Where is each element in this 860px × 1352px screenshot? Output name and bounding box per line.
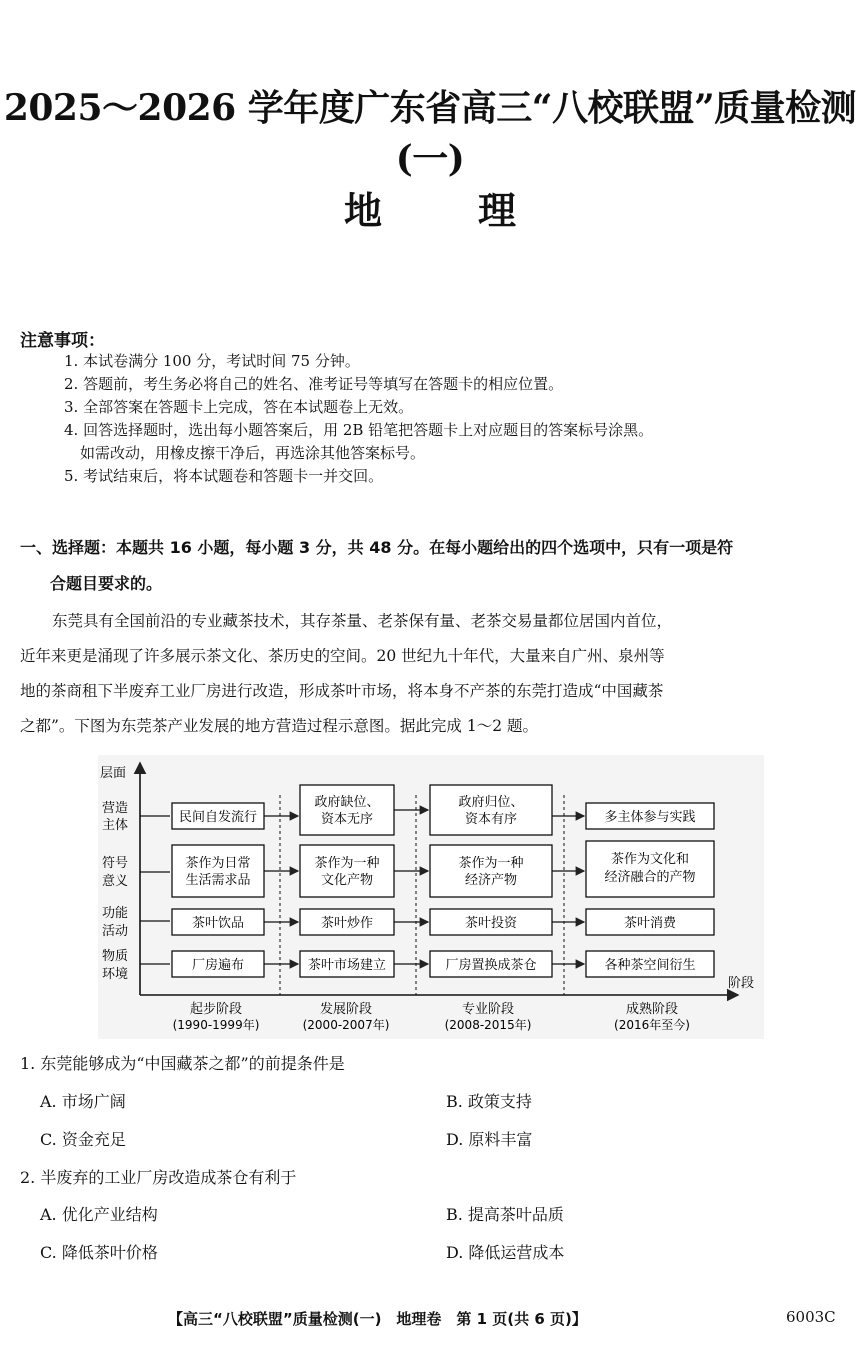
passage-line: 近年来更是涌现了许多展示茶文化、茶历史的空间。20 世纪九十年代，大量来自广州、泉州等: [20, 647, 665, 665]
row-label: 环境: [102, 967, 129, 982]
notice-heading: 注意事项：: [20, 331, 105, 351]
place-making-diagram: [98, 755, 764, 1039]
diagram-box: [430, 845, 552, 897]
stage-years: (2016年至今): [614, 1018, 690, 1032]
box-text: 茶叶饮品: [191, 916, 245, 931]
passage: [20, 604, 854, 744]
question-2-stem: 2. 半废弃的工业厂房改造成茶仓有利于: [20, 1168, 297, 1187]
notice-item: 1. 本试卷满分 100 分，考试时间 75 分钟。: [64, 352, 360, 370]
q1-option-c[interactable]: C. 资金充足: [40, 1130, 126, 1149]
box-text: 茶作为文化和: [610, 852, 690, 867]
row-label: 物质: [102, 949, 129, 964]
box-text: 厂房置换成茶仓: [445, 958, 537, 973]
box-text: 茶叶消费: [623, 916, 677, 931]
stage-years: (2008-2015年): [444, 1018, 532, 1032]
box-text: 文化产物: [320, 873, 374, 888]
notice-list: [64, 350, 854, 488]
stage-name: 起步阶段: [189, 1002, 243, 1017]
section-line: 合题目要求的。: [50, 574, 163, 593]
question-1-stem: 1. 东莞能够成为“中国藏茶之都”的前提条件是: [20, 1054, 345, 1073]
diagram-box: [172, 845, 264, 897]
stage-name: 成熟阶段: [625, 1002, 679, 1017]
diagram-box: [586, 841, 714, 897]
section-heading: [20, 530, 850, 602]
diagram-box: [300, 785, 394, 835]
notice-item: 5. 考试结束后，将本试题卷和答题卡一并交回。: [64, 467, 384, 485]
y-axis-label: 层面: [100, 766, 127, 781]
row-label: 功能: [102, 906, 129, 921]
stage-years: (1990-1999年): [172, 1018, 260, 1032]
diagram-box: [300, 845, 394, 897]
box-text: 各种茶空间衍生: [604, 958, 696, 973]
q1-option-d[interactable]: D. 原料丰富: [446, 1130, 533, 1149]
box-text: 资本有序: [464, 812, 518, 827]
subject-title: 地理: [343, 189, 612, 233]
box-text: 政府缺位、: [314, 795, 380, 810]
q1-option-b[interactable]: B. 政策支持: [446, 1092, 532, 1111]
stage-years: (2000-2007年): [302, 1018, 390, 1032]
stage-name: 发展阶段: [319, 1002, 373, 1017]
box-text: 多主体参与实践: [604, 810, 696, 825]
box-text: 茶作为日常: [185, 856, 251, 871]
box-text: 生活需求品: [185, 873, 251, 888]
box-text: 茶叶投资: [464, 916, 518, 931]
box-text: 经济融合的产物: [604, 870, 696, 885]
notice-item-continued: 如需改动，用橡皮擦干净后，再选涂其他答案标号。: [80, 444, 426, 462]
passage-line: 之都”。下图为东莞茶产业发展的地方营造过程示意图。据此完成 1～2 题。: [20, 717, 539, 735]
page-footer: 【高三“八校联盟”质量检测(一) 地理卷 第 1 页(共 6 页)】: [168, 1310, 587, 1328]
q2-option-b[interactable]: B. 提高茶叶品质: [446, 1205, 564, 1224]
paper-code: 6003C: [786, 1308, 836, 1326]
passage-line: 地的茶商租下半废弃工业厂房进行改造，形成茶叶市场，将本身不产茶的东莞打造成“中国藏茶: [20, 682, 664, 700]
section-line: 一、选择题：本题共 16 小题，每小题 3 分，共 48 分。在每小题给出的四个选项中，只有一项是符: [20, 538, 734, 557]
row-label: 主体: [102, 818, 129, 833]
row-label: 营造: [102, 801, 129, 816]
row-label: 活动: [102, 924, 129, 939]
q2-option-c[interactable]: C. 降低茶叶价格: [40, 1243, 158, 1262]
box-text: 经济产物: [464, 873, 518, 888]
exam-title: 2025～2026 学年度广东省高三“八校联盟”质量检测(一): [3, 87, 857, 180]
box-text: 茶叶市场建立: [307, 958, 387, 973]
row-label: 意义: [102, 874, 129, 889]
stage-name: 专业阶段: [461, 1002, 515, 1017]
x-axis-label: 阶段: [728, 976, 755, 991]
notice-item: 4. 回答选择题时，选出每小题答案后，用 2B 铅笔把答题卡上对应题目的答案标号涂黑。: [64, 421, 654, 439]
box-text: 资本无序: [320, 812, 374, 827]
notice-item: 2. 答题前，考生务必将自己的姓名、准考证号等填写在答题卡的相应位置。: [64, 375, 564, 393]
box-text: 茶作为一种: [458, 856, 524, 871]
diagram-box: [430, 785, 552, 835]
q2-option-a[interactable]: A. 优化产业结构: [40, 1205, 158, 1224]
box-text: 厂房遍布: [191, 958, 245, 973]
q1-option-a[interactable]: A. 市场广阔: [40, 1092, 126, 1111]
box-text: 政府归位、: [458, 795, 524, 810]
row-label: 符号: [102, 856, 129, 871]
notice-item: 3. 全部答案在答题卡上完成，答在本试题卷上无效。: [64, 398, 414, 416]
box-text: 民间自发流行: [178, 810, 258, 825]
passage-line: 东莞具有全国前沿的专业藏茶技术，其存茶量、老茶保有量、老茶交易量都位居国内首位，: [52, 612, 673, 630]
box-text: 茶作为一种: [314, 856, 380, 871]
box-text: 茶叶炒作: [320, 916, 374, 931]
q2-option-d[interactable]: D. 降低运营成本: [446, 1243, 565, 1262]
